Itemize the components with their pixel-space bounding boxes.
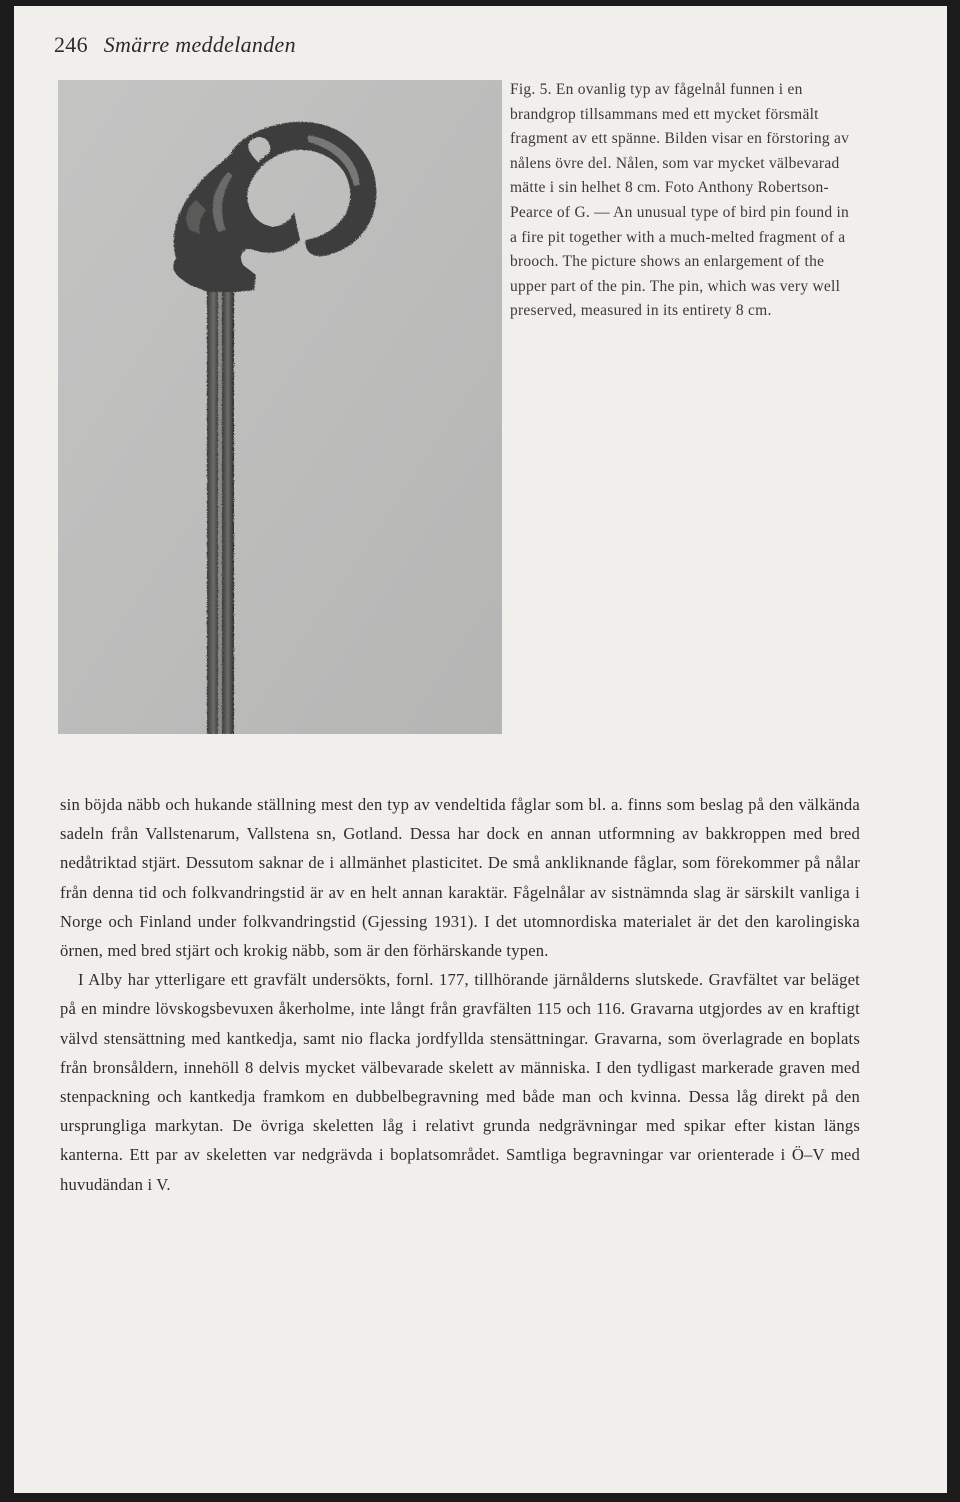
book-page xyxy=(14,6,947,1493)
caption-text: Fig. 5. En ovanlig typ av fågelnål funnen i en brandgrop tillsammans med ett mycket försmält fragment av ett spänne. Bilden visar en förstoring av nålens övre del. Nålen, som var mycket välbevarad mätte i sin helhet 8 cm. Foto Anthony Robertson-Pearce of G. — An unusual type of bird pin found in a fire pit together with a much-melted fragment of a brooch. The picture shows an enlargement of the upper part of the pin. The pin, which was very well preserved, measured in its entirety 8 cm. xyxy=(510,81,850,320)
pin-shaft xyxy=(207,282,234,734)
body-text xyxy=(60,790,860,1199)
body-paragraph-1: sin böjda näbb och hukande ställning mest den typ av vendeltida fåglar som bl. a. finns som beslag på den välkända sadeln från Vallstenarum, Vallstena sn, Gotland. Dessa har dock en annan utformning av bakkroppen med bred nedåtriktad stjärt. Dessutom saknar de i allmänhet plasticitet. De små ankliknande fåglar, som förekommer på nålar från denna tid och folkvandringstid är av en helt annan karaktär. Fågelnålar av sistnämnda slag är särskilt vanliga i Norge och Finland under folkvandringstid (Gjessing 1931). I det utomnordiska materialet är det den karolingiska örnen, med bred stjärt och krokig näbb, som är den förhärskande typen. xyxy=(60,795,860,961)
figure-caption xyxy=(510,78,850,324)
page-number: 246 xyxy=(54,32,88,57)
bird-pin-illustration xyxy=(58,80,502,734)
section-title: Smärre meddelanden xyxy=(103,32,296,57)
running-head xyxy=(54,32,296,58)
bird-pin-photograph xyxy=(58,80,502,734)
body-paragraph-2: I Alby har ytterligare ett gravfält undersökts, fornl. 177, tillhörande järnålderns slutskede. Gravfältet var beläget på en mindre lövskogsbevuxen åkerholme, inte långt från gravfälten 115 och 116. Gravarna utgjordes av en kraftigt välvd stensättning med kantkedja, samt nio flacka jordfyllda stensättningar. Gravarna, som överlagrade en boplats från bronsåldern, innehöll 8 delvis mycket välbevarade skelett av människa. I den tydligast markerade graven med stenpackning och kantkedja framkom en dubbelbegravning med både man och kvinna. Dessa låg direkt på den ursprungliga markytan. De övriga skeletten låg i relativt grunda nedgrävningar med spikar efter kistan längs kanterna. Ett par av skeletten var nedgrävda i boplatsområdet. Samtliga begravningar var orienterade i Ö–V med huvudändan i V. xyxy=(60,970,860,1194)
